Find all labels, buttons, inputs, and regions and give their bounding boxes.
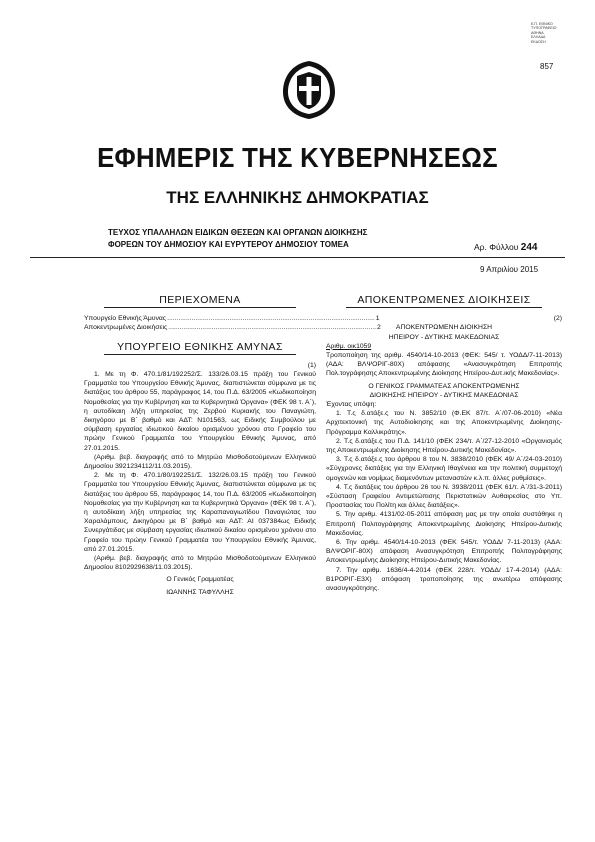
decision-marker: (2) [553,315,562,323]
consideration-item: 4. Τ.ς διατάξεις του άρθρου 26 του Ν. 3938/2011 (ΦΕΚ 61/τ. Α΄/31-3-2011) «Σύσταση Γραφείου Αντιμετώπισης Περιστατικών Αυθαιρεσίας στο Υπ. Προστασίας του Πολίτη και άλλες διατάξεις». [326,483,562,510]
consideration-item: 2. Τ.ς δ.ατάξε.ς του Π.Δ. 141/10 (ΦΕΚ 234/τ. Α΄/27-12-2010 «Οργανισμός της Αποκεντρωμένης Διοίκησης Ηπείρου-Δυτικής Μακεδονίας». [326,437,562,455]
issue-date: 9 Απριλίου 2015 [480,265,539,274]
header-rule [30,257,565,258]
gazette-title: ΕΦΗΜΕΡΙΣ ΤΗΣ ΚΥΒΕΡΝΗΣΕΩΣ [97,142,498,173]
gazette-subtitle: ΤΗΣ ΕΛΛΗΝΙΚΗΣ ΔΗΜΟΚΡΑΤΙΑΣ [166,188,429,207]
decision-marker: (1) [307,361,316,369]
decision-paragraph: 2. Με τη Φ. 470.1/80/192251/Σ. 132/26.03.15 πράξη του Γενικού Γραμματέα του Υπουργείου Εθνικής Άμυνας, διαπιστώνεται σύμφωνα με τις διατάξεις του άρθρου 55, παράγραφος 14, του Π.Δ. 63/2005 «Κωδικοποίηση Νομοθεσίας για την Κυβέρνηση και τα Κυβερνητικά Όργανα» (ΦΕΚ 98 τ. Α΄), η αυτοδίκαιη λήξη υπηρεσίας της Καραπαναγιωτίδου Παναγιώτας του Χαραλάμπους, Δικηγόρου με Β΄ βαθμό και ΑΔΤ: ΑΙ 037384ως Ειδικής Συνεργάτιδας με σύμβαση εργασίας ιδιωτικού δικαίου ορισμένου χρόνου στο Γραφείο του πρώην Γενικού Γραμματέα του Υπουργείου Εθνικής Άμυνας, από 27.01.2015. [84,472,316,553]
stamp-line: Ε.Π. ΕΘΝΙΚΟ [531,22,553,26]
decision-note: (Αριθμ. βεβ. διαγραφής από το Μητρώο Μισθοδοτούμενων Ελληνικού Δημοσίου 3921234112/11.03.2015). [84,453,316,471]
toc-heading: ΠΕΡΙΕΧΟΜΕΝΑ [159,294,241,306]
sheet-value: 244 [520,242,538,253]
print-stamp [531,22,565,44]
section-heading: ΥΠΟΥΡΓΕΙΟ ΕΘΝΙΚΗΣ ΑΜΥΝΑΣ [117,340,283,353]
toc-label: Αποκεντρωμένες Διοικήσεις [84,324,168,332]
decision-paragraph: 1. Με τη Φ. 470.1/81/192252/Σ. 133/26.03.15 πράξη του Γενικού Γραμματέα του Υπουργείου Εθνικής Άμυνας, διαπιστώνεται σύμφωνα με τις διατάξεις του άρθρου 55, παράγραφος 14, του Π.Δ. 63/2005 «Κωδικοποίηση Νομοθεσίας για την Κυβέρνηση και τα Κυβερνητικά Όργανα» (ΦΕΚ 98 τ. Α΄), η αυτοδίκαιη λήξη υπηρεσίας της Ζερβού Κυριακής του Παναγιώτη, δικηγόρου με Β΄ βαθμό και ΑΔΤ: Ν101563, ως Ειδικής Συμβούλου με σύμβαση εργασίας ιδιωτικού δικαίου ορισμένου χρόνου στο Γραφείο του πρώην Γενικού Γραμματέα του Υπουργείου Εθνικής Άμυνας, από 27.01.2015. [84,371,316,452]
consideration-item: 1. Τ.ς δ.ατάξε.ς του Ν. 3852/10 (Φ.ΕΚ 87/τ. Α΄/07-06-2010) «Νέα Αρχιτεκτονική της Αυτοδιοίκησης και της Αποκεντρωμένης Διοίκησης-Πρόγραμμα Καλλικράτης». [326,410,562,436]
divider [104,354,296,355]
signatory-name: ΙΩΑΝΝΗΣ ΤΑΦΥΛΛΗΣ [166,588,234,596]
right-column [326,292,562,593]
decision-subject: Τροποποίηση της αριθμ. 4540/14-10-2013 (ΦΕΚ: 545/ τ. ΥΟΔΔ/7-11-2013) (ΑΔΑ: ΒΛΨΟΡΙΓ-80Χ) απόφασης «Ανασυγκρότηση Επιτροπής Πολ.τογράφησης Αποκεντρωμένης Διοίκησης Ηπείρου-Δυτ.ικής Μακεδονίας». [326,352,562,378]
issue-line: ΦΟΡΕΩΝ ΤΟΥ ΔΗΜΟΣΙΟΥ ΚΑΙ ΕΥΡΥΤΕΡΟΥ ΔΗΜΟΣΙΟΥ ΤΟΜΕΑ [108,240,349,249]
toc-item[interactable] [84,314,380,323]
consideration-item: 6. Την αριθμ. 4540/14-10-2013 (ΦΕΚ 545/τ. ΥΟΔΔ/ 7-11-2013) (ΑΔΑ: ΒΛΨΟΡΙΓ-80Χ) απόφαση Ανασυγκρότηση Επιτροπής Πολιτογράφησης Αποκεντρωμένης Διοίκησης Ηπείρου-Δυτικής Μακεδονίας. [326,539,562,565]
stamp-line: ΑΘΗΝΑ [531,30,544,35]
consideration-item: 3. Τ.ς δ.ατάξε.ς του άρθρου 8 του Ν. 3838/2010 (ΦΕΚ 49/ Α΄/24-03-2010) «Σύγχρονες διατάξεις για την Ελληνική Ιθαγένεια και την πολιτική συμμετοχή ομογενών και νομίμως διαμενόντων μεταναστών κ.λ.π. άλλες ρυθμίσεις». [326,456,562,482]
decision-note: (Αριθμ. βεβ. διαγραφής από το Μητρώο Μισθοδοτούμενων Ελληνικού Δημοσίου 8102929638/11.03.2015). [84,555,316,572]
toc-page: 2 [377,324,381,332]
toc-page: 1 [375,315,380,323]
consideration-item: 7. Την αριθμ. 1636/4-4-2014 (ΦΕΚ 228/τ. ΥΟΔΔ/ 17-4-2014) (ΑΔΑ: Β1ΡΟΡΙΓ-Ε3Χ) απόφαση τροποποίησης της ανωτέρω απόφασης ανασυγκρότησης. [326,566,562,593]
stamp-line: ΕΛΛΑΔΑ [531,35,546,40]
toc-leader: .............................................................................................................. [168,324,377,332]
toc-item[interactable] [84,323,381,332]
section-heading: ΑΠΟΚΕΝΤΡΩΜΕΝΕΣ ΔΙΟΙΚΗΣΕΙΣ [357,294,531,306]
stamp-line: ΤΥΠΟΓΡΑΦΕΙΟ [531,26,557,31]
issuer-title: ΔΙΟΙΚΗΣΗΣ ΗΠΕΙΡΟΥ - ΔΥΤΙΚΗΣ ΜΑΚΕΔΟΝΙΑΣ [369,391,519,399]
considerations-label: Έχοντας υπόψη: [326,401,377,409]
authority-region: ΗΠΕΙΡΟΥ - ΔΥΤΙΚΗΣ ΜΑΚΕΔΟΝΙΑΣ [388,333,500,341]
sheet-label: Αρ. Φύλλου [474,242,519,252]
toc-label: Υπουργείο Εθνικής Άμυνας [84,315,167,323]
consideration-item: 5. Την αριθμ. 4131/02-05-2011 απόφαση μας με την οποία συστάθηκε η Επιτροπή Πολιτογράφησης Αποκεντρωμένης Διοίκησης Ηπείρου-Δυτικής Μακεδονίας. [326,511,562,537]
divider [104,307,296,308]
signatory-role: Ο Γενικός Γραμματέας [166,576,234,584]
authority-name: ΑΠΟΚΕΝΤΡΩΜΕΝΗ ΔΙΟΙΚΗΣΗ [395,324,493,332]
page-number: 857 [540,62,554,71]
issue-line: ΤΕΥΧΟΣ ΥΠΑΛΛΗΛΩΝ ΕΙΔΙΚΩΝ ΘΕΣΕΩΝ ΚΑΙ ΟΡΓΑΝΩΝ ΔΙΟΙΚΗΣΗΣ [108,228,368,237]
toc-leader: .............................................................................................................. [167,315,375,323]
stamp-line: ΕΚΔΟΣΗ [531,39,546,44]
issue-title [108,227,367,251]
sheet-number [474,242,537,253]
greek-emblem-icon [277,58,341,122]
issuer-title: Ο ΓΕΝΙΚΟΣ ΓΡΑΜΜΑΤΕΑΣ ΑΠΟΚΕΝΤΡΩΜΕΝΗΣ [368,382,520,390]
reference-number: Αριθμ. οικ1059 [326,342,372,350]
divider [346,307,542,308]
